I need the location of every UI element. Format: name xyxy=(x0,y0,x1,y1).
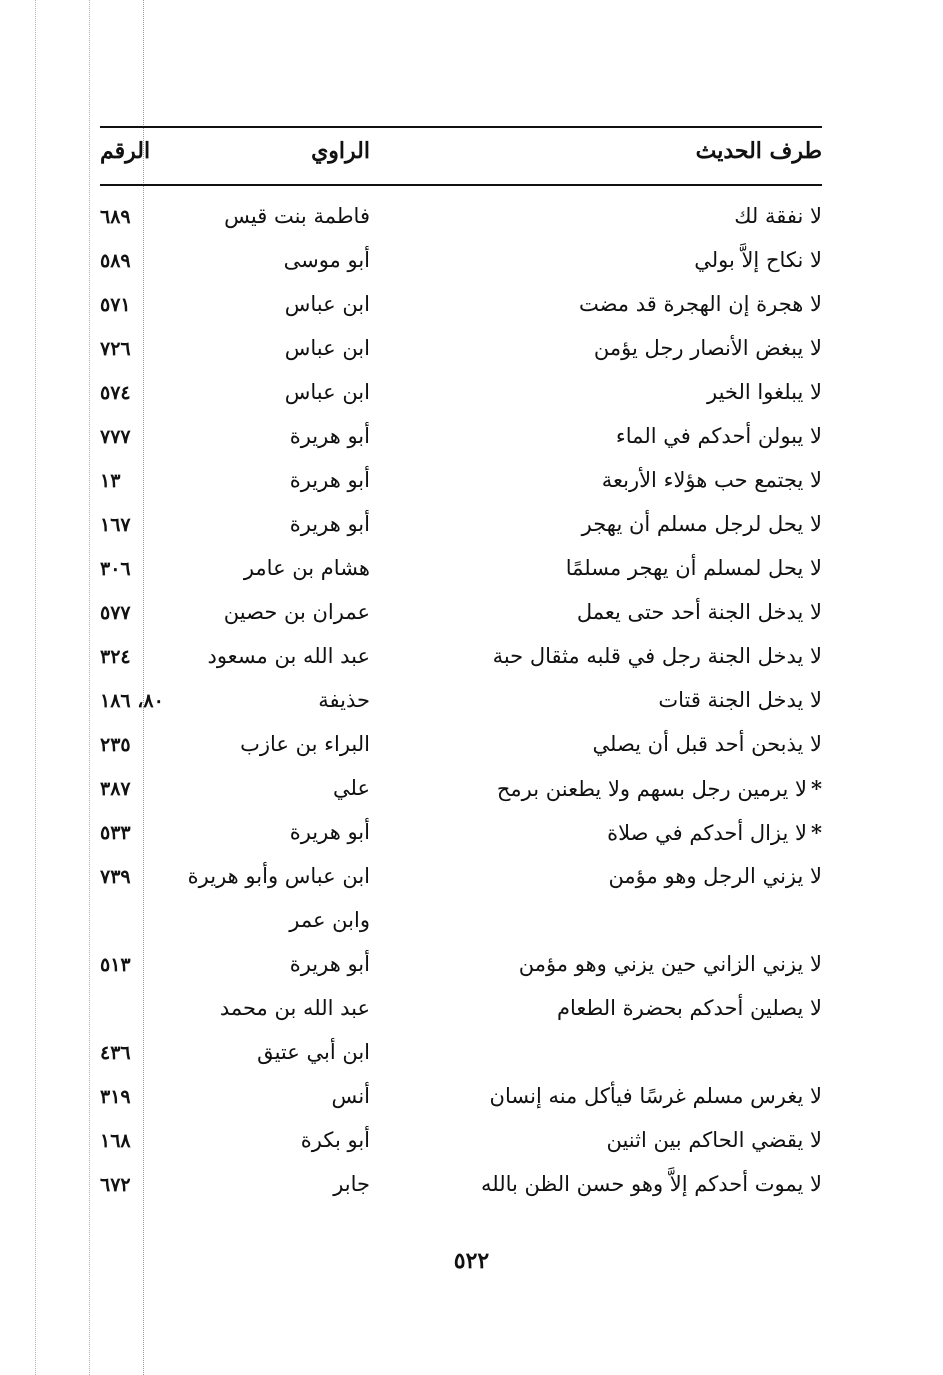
narrator: عبد الله بن محمد xyxy=(219,996,370,1020)
header-bottom-rule xyxy=(100,184,822,186)
table-row xyxy=(100,732,822,776)
hadith-number: ٢٣٥ xyxy=(100,734,131,756)
hadith-number: ٥٧٤ xyxy=(100,382,131,404)
hadith-text xyxy=(481,1172,822,1196)
hadith-number: ٣١٩ xyxy=(100,1086,131,1108)
hadith-number: ٧٧٧ xyxy=(100,426,131,448)
hadith-text-value: لا يزال أحدكم في صلاة xyxy=(607,821,808,845)
hadith-number: ٦٨٩ xyxy=(100,206,131,228)
table-row xyxy=(100,1128,822,1172)
narrator: أنس xyxy=(331,1084,370,1108)
hadith-text xyxy=(490,1084,822,1108)
hadith-number: ٥٣٣ xyxy=(100,822,131,844)
narrator: أبو موسى xyxy=(283,248,370,272)
hadith-text xyxy=(616,424,822,448)
table-row xyxy=(100,292,822,336)
hadith-text xyxy=(577,600,822,624)
hadith-number: ١٦٧ xyxy=(100,514,131,536)
hadith-text xyxy=(582,512,822,536)
hadith-text-value: لا يدخل الجنة قتات xyxy=(658,688,822,712)
narrator: علي xyxy=(333,776,370,800)
narrator: عبد الله بن مسعود xyxy=(207,644,370,668)
hadith-text-value: لا يدخل الجنة رجل في قلبه مثقال حبة xyxy=(492,644,822,668)
narrator: أبو هريرة xyxy=(289,512,370,536)
hadith-text-value: لا نفقة لك xyxy=(734,204,822,228)
hadith-text xyxy=(707,380,822,404)
hadith-text xyxy=(734,204,822,228)
hadith-text-value: لا يبغض الأنصار رجل يؤمن xyxy=(593,336,822,360)
hadith-number: ٣٢٤ xyxy=(100,646,131,668)
narrator: أبو هريرة xyxy=(289,820,370,844)
table-row xyxy=(100,248,822,292)
table-row xyxy=(100,1084,822,1128)
narrator: حذيفة xyxy=(318,688,370,712)
narrator: ابن أبي عتيق xyxy=(257,1040,370,1064)
hadith-number: ٥٨٩ xyxy=(100,250,131,272)
narrator: عمران بن حصين xyxy=(223,600,370,624)
header-narrator: الراوي xyxy=(311,138,370,164)
narrator: أبو بكرة xyxy=(300,1128,370,1152)
narrator: ابن عباس xyxy=(284,380,370,404)
table-row xyxy=(100,424,822,468)
scan-margin-line xyxy=(35,0,36,1375)
page-number: ٥٢٢ xyxy=(453,1248,490,1274)
hadith-text xyxy=(593,732,823,756)
hadith-text xyxy=(594,336,822,360)
hadith-text xyxy=(658,688,822,712)
narrator: أبو هريرة xyxy=(289,468,370,492)
hadith-text-value: لا يموت أحدكم إلاَّ وهو حسن الظن بالله xyxy=(481,1172,822,1196)
narrator: فاطمة بنت قيس xyxy=(224,204,370,228)
table-row xyxy=(100,688,822,732)
hadith-text-value: لا يبلغوا الخير xyxy=(707,380,822,404)
table-row xyxy=(100,556,822,600)
narrator: ابن عباس وأبو هريرة xyxy=(187,864,370,888)
hadith-text-value: لا يحل لمسلم أن يهجر مسلمًا xyxy=(565,556,822,580)
narrator: جابر xyxy=(333,1172,370,1196)
hadith-number: ١٦٨ xyxy=(100,1130,131,1152)
table-row xyxy=(100,1172,822,1216)
narrator: هشام بن عامر xyxy=(243,556,370,580)
narrator: ابن عباس xyxy=(284,336,370,360)
table-row xyxy=(100,864,822,908)
table-row xyxy=(100,996,822,1040)
hadith-text-value: لا يزني الزاني حين يزني وهو مؤمن xyxy=(518,952,822,976)
asterisk-mark: * xyxy=(811,820,822,845)
hadith-text-value: لا هجرة إن الهجرة قد مضت xyxy=(578,292,822,316)
narrator: ابن عباس xyxy=(284,292,370,316)
narrator: أبو هريرة xyxy=(289,424,370,448)
asterisk-mark: * xyxy=(811,776,822,801)
hadith-text xyxy=(694,248,822,272)
hadith-text-value: لا يذبحن أحد قبل أن يصلي xyxy=(592,732,822,756)
header-number: الرقم xyxy=(100,138,151,164)
hadith-text xyxy=(602,468,822,492)
hadith-number: ٥٧١ xyxy=(100,294,131,316)
table-row xyxy=(100,776,822,820)
table-row xyxy=(100,820,822,864)
hadith-text xyxy=(608,864,822,888)
hadith-text xyxy=(493,644,822,668)
hadith-number: ٧٣٩ xyxy=(100,866,131,888)
hadith-text-value: لا يرمين رجل بسهم ولا يطعنن برمح xyxy=(496,777,808,801)
table-row xyxy=(100,1040,822,1084)
scan-margin-line xyxy=(89,0,90,1375)
hadith-text xyxy=(557,996,822,1020)
table-row xyxy=(100,644,822,688)
table-row xyxy=(100,908,822,952)
hadith-text-value: لا يحل لرجل مسلم أن يهجر xyxy=(581,512,822,536)
hadith-text-value: لا يدخل الجنة أحد حتى يعمل xyxy=(576,600,822,624)
table-row xyxy=(100,512,822,556)
header-hadith-text: طرف الحديث xyxy=(695,138,822,164)
hadith-text-value: لا نكاح إلاَّ بولي xyxy=(694,248,822,272)
hadith-text-value: لا يغرس مسلم غرسًا فيأكل منه إنسان xyxy=(489,1084,822,1108)
hadith-text xyxy=(607,820,822,845)
table-row xyxy=(100,600,822,644)
table-row xyxy=(100,380,822,424)
hadith-number: ٨٠، ١٨٦ xyxy=(100,690,164,712)
hadith-number: ٣٠٦ xyxy=(100,558,131,580)
hadith-text xyxy=(519,952,822,976)
hadith-number: ٦٧٢ xyxy=(100,1174,131,1196)
narrator: البراء بن عازب xyxy=(240,732,370,756)
hadith-text-value: لا يقضي الحاكم بين اثنين xyxy=(606,1128,822,1152)
hadith-text-value: لا يصلين أحدكم بحضرة الطعام xyxy=(556,996,822,1020)
hadith-number: ٤٣٦ xyxy=(100,1042,131,1064)
header-top-rule xyxy=(100,126,822,128)
table-row xyxy=(100,336,822,380)
hadith-text-value: لا يزني الرجل وهو مؤمن xyxy=(608,864,822,888)
hadith-text-value: لا يبولن أحدكم في الماء xyxy=(615,424,822,448)
hadith-number: ١٣ xyxy=(100,470,121,492)
hadith-text xyxy=(566,556,822,580)
narrator: وابن عمر xyxy=(289,908,370,932)
hadith-number: ٥٧٧ xyxy=(100,602,131,624)
table-row xyxy=(100,468,822,512)
hadith-text xyxy=(579,292,822,316)
hadith-text xyxy=(497,776,822,801)
hadith-text-value: لا يجتمع حب هؤلاء الأربعة xyxy=(601,468,822,492)
hadith-number: ٥١٣ xyxy=(100,954,131,976)
hadith-number: ٣٨٧ xyxy=(100,778,131,800)
hadith-number: ٧٢٦ xyxy=(100,338,131,360)
hadith-text xyxy=(606,1128,822,1152)
table-row xyxy=(100,204,822,248)
narrator: أبو هريرة xyxy=(289,952,370,976)
table-row xyxy=(100,952,822,996)
